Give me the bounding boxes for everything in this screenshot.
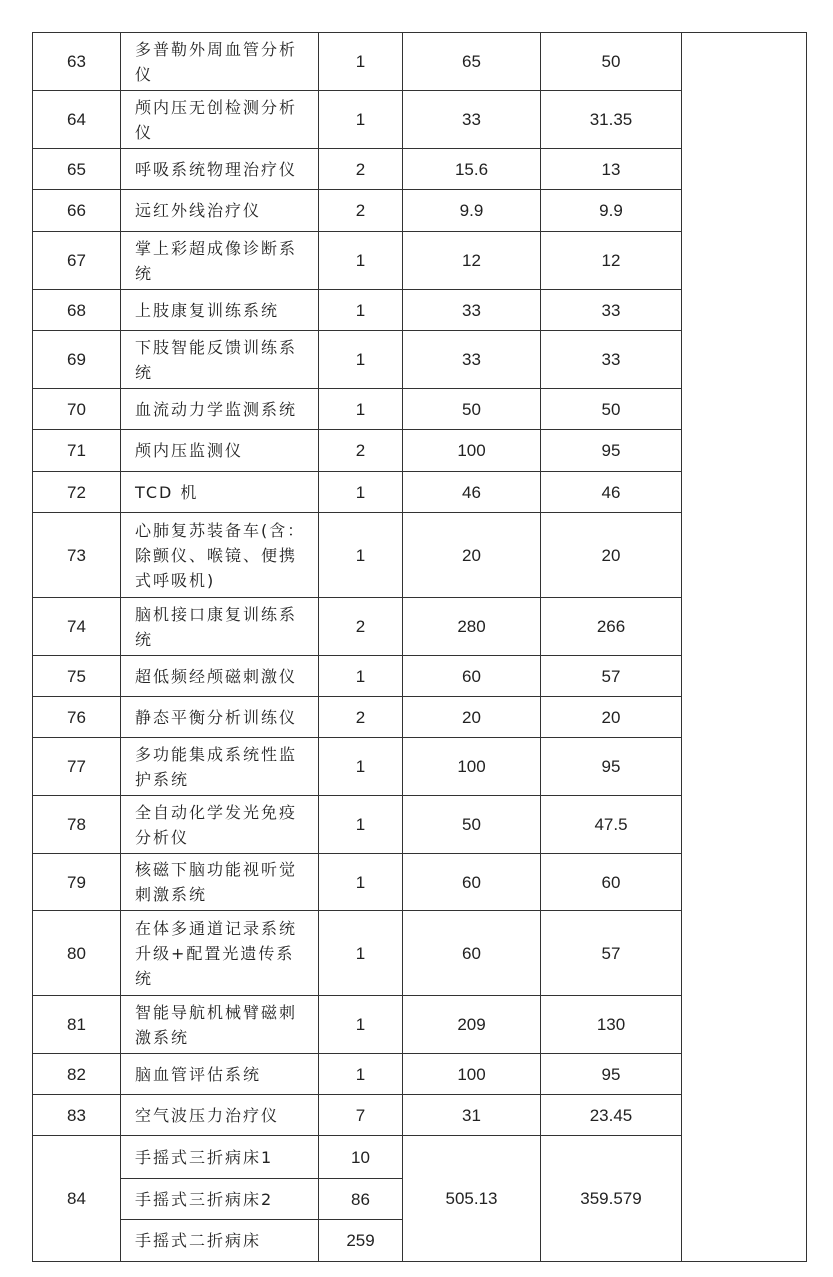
item-name-cell: 空气波压力治疗仪	[121, 1095, 319, 1136]
price-cell: 23.45	[541, 1095, 682, 1136]
row-number-cell: 80	[33, 911, 121, 996]
quantity-cell: 1	[319, 656, 403, 697]
row-number-cell: 79	[33, 854, 121, 911]
item-name-cell: 远红外线治疗仪	[121, 190, 319, 232]
row-number-cell: 65	[33, 149, 121, 190]
item-name-cell: 上肢康复训练系统	[121, 290, 319, 331]
quantity-cell: 7	[319, 1095, 403, 1136]
item-name-cell: 超低频经颅磁刺激仪	[121, 656, 319, 697]
item-name-cell: 全自动化学发光免疫分析仪	[121, 796, 319, 854]
quantity-cell: 2	[319, 430, 403, 472]
quantity-cell: 1	[319, 513, 403, 598]
row-number-cell: 84	[33, 1136, 121, 1262]
price-cell: 12	[541, 232, 682, 290]
price-cell: 95	[541, 430, 682, 472]
budget-cell: 505.13	[403, 1136, 541, 1262]
row-number-cell: 63	[33, 33, 121, 91]
price-cell: 130	[541, 996, 682, 1054]
budget-cell: 60	[403, 656, 541, 697]
price-cell: 95	[541, 738, 682, 796]
budget-cell: 60	[403, 911, 541, 996]
quantity-cell: 1	[319, 854, 403, 911]
item-name-cell: 多功能集成系统性监护系统	[121, 738, 319, 796]
row-number-cell: 82	[33, 1054, 121, 1095]
row-number-cell: 76	[33, 697, 121, 738]
item-name-cell: 颅内压无创检测分析仪	[121, 91, 319, 149]
row-number-cell: 81	[33, 996, 121, 1054]
quantity-cell: 1	[319, 996, 403, 1054]
budget-cell: 15.6	[403, 149, 541, 190]
quantity-cell: 1	[319, 91, 403, 149]
row-number-cell: 75	[33, 656, 121, 697]
budget-cell: 33	[403, 331, 541, 389]
row-number-cell: 64	[33, 91, 121, 149]
row-number-cell: 78	[33, 796, 121, 854]
table-row	[33, 33, 807, 91]
price-cell: 50	[541, 389, 682, 430]
quantity-cell: 1	[319, 33, 403, 91]
price-cell: 33	[541, 290, 682, 331]
price-cell: 57	[541, 911, 682, 996]
quantity-cell: 1	[319, 796, 403, 854]
row-number-cell: 71	[33, 430, 121, 472]
budget-cell: 9.9	[403, 190, 541, 232]
item-name-cell: 掌上彩超成像诊断系统	[121, 232, 319, 290]
row-number-cell: 73	[33, 513, 121, 598]
item-name-cell: 多普勒外周血管分析仪	[121, 33, 319, 91]
item-name-cell: 颅内压监测仪	[121, 430, 319, 472]
quantity-cell: 10	[319, 1136, 403, 1179]
price-cell: 20	[541, 513, 682, 598]
budget-cell: 60	[403, 854, 541, 911]
quantity-cell: 1	[319, 472, 403, 513]
remarks-cell	[682, 33, 807, 1262]
quantity-cell: 2	[319, 697, 403, 738]
row-number-cell: 66	[33, 190, 121, 232]
budget-cell: 209	[403, 996, 541, 1054]
item-name-cell: 在体多通道记录系统升级+配置光遗传系统	[121, 911, 319, 996]
item-name-cell: 静态平衡分析训练仪	[121, 697, 319, 738]
price-cell: 266	[541, 598, 682, 656]
price-cell: 95	[541, 1054, 682, 1095]
quantity-cell: 1	[319, 290, 403, 331]
row-number-cell: 69	[33, 331, 121, 389]
price-cell: 47.5	[541, 796, 682, 854]
item-name-cell: 脑机接口康复训练系统	[121, 598, 319, 656]
price-cell: 359.579	[541, 1136, 682, 1262]
quantity-cell: 1	[319, 232, 403, 290]
quantity-cell: 2	[319, 149, 403, 190]
budget-cell: 100	[403, 430, 541, 472]
price-cell: 60	[541, 854, 682, 911]
item-name-cell: 血流动力学监测系统	[121, 389, 319, 430]
quantity-cell: 1	[319, 331, 403, 389]
price-cell: 13	[541, 149, 682, 190]
budget-cell: 46	[403, 472, 541, 513]
row-number-cell: 68	[33, 290, 121, 331]
budget-cell: 50	[403, 389, 541, 430]
row-number-cell: 77	[33, 738, 121, 796]
item-name-cell: 核磁下脑功能视听觉刺激系统	[121, 854, 319, 911]
budget-cell: 33	[403, 290, 541, 331]
quantity-cell: 1	[319, 738, 403, 796]
row-number-cell: 74	[33, 598, 121, 656]
budget-cell: 20	[403, 697, 541, 738]
quantity-cell: 1	[319, 911, 403, 996]
budget-cell: 280	[403, 598, 541, 656]
budget-cell: 50	[403, 796, 541, 854]
item-name-cell: 手摇式三折病床2	[121, 1179, 319, 1220]
quantity-cell: 1	[319, 1054, 403, 1095]
quantity-cell: 259	[319, 1220, 403, 1262]
quantity-cell: 86	[319, 1179, 403, 1220]
budget-cell: 100	[403, 1054, 541, 1095]
item-name-cell: 心肺复苏装备车(含：除颤仪、喉镜、便携式呼吸机)	[121, 513, 319, 598]
budget-cell: 33	[403, 91, 541, 149]
item-name-cell: 下肢智能反馈训练系统	[121, 331, 319, 389]
quantity-cell: 2	[319, 190, 403, 232]
budget-cell: 31	[403, 1095, 541, 1136]
price-cell: 31.35	[541, 91, 682, 149]
price-cell: 9.9	[541, 190, 682, 232]
item-name-cell: 智能导航机械臂磁刺激系统	[121, 996, 319, 1054]
row-number-cell: 72	[33, 472, 121, 513]
price-cell: 57	[541, 656, 682, 697]
row-number-cell: 70	[33, 389, 121, 430]
budget-cell: 100	[403, 738, 541, 796]
price-cell: 46	[541, 472, 682, 513]
item-name-cell: TCD 机	[121, 472, 319, 513]
price-cell: 50	[541, 33, 682, 91]
row-number-cell: 67	[33, 232, 121, 290]
budget-cell: 20	[403, 513, 541, 598]
price-cell: 33	[541, 331, 682, 389]
equipment-table	[32, 32, 807, 1262]
item-name-cell: 手摇式二折病床	[121, 1220, 319, 1262]
budget-cell: 12	[403, 232, 541, 290]
item-name-cell: 手摇式三折病床1	[121, 1136, 319, 1179]
price-cell: 20	[541, 697, 682, 738]
item-name-cell: 脑血管评估系统	[121, 1054, 319, 1095]
budget-cell: 65	[403, 33, 541, 91]
item-name-cell: 呼吸系统物理治疗仪	[121, 149, 319, 190]
quantity-cell: 1	[319, 389, 403, 430]
row-number-cell: 83	[33, 1095, 121, 1136]
quantity-cell: 2	[319, 598, 403, 656]
